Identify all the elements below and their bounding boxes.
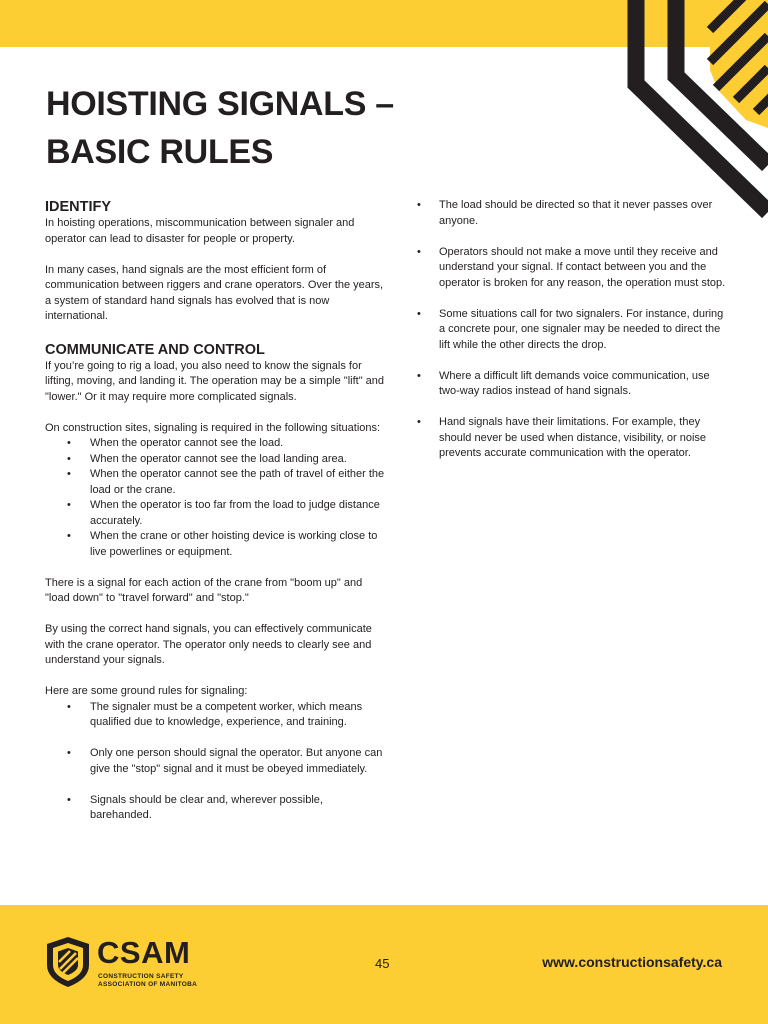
left-column bbox=[45, 198, 385, 839]
situations-list bbox=[45, 436, 385, 560]
logo-name: CSAM bbox=[97, 935, 191, 970]
list-item: • Signals should be clear and, wherever possible, barehanded. bbox=[45, 793, 385, 824]
identify-heading: IDENTIFY bbox=[45, 199, 112, 215]
page-title bbox=[46, 80, 466, 176]
csam-shield-logo-icon bbox=[45, 935, 91, 989]
list-item: • When the crane or other hoisting device is working close to live powerlines or equipment. bbox=[45, 529, 385, 560]
correct-signals-paragraph: By using the correct hand signals, you can effectively communicate with the crane operator. The operator only needs to clearly see and understand your signals. bbox=[45, 623, 372, 666]
list-item: • When the operator cannot see the load landing area. bbox=[45, 452, 385, 468]
situations-intro: On construction sites, signaling is required in the following situations: bbox=[45, 421, 381, 434]
list-item: • Operators should not make a move until they receive and understand your signal. If contact between you and the operator is broken for any reason, the operation must stop. bbox=[416, 245, 731, 292]
communicate-heading: COMMUNICATE AND CONTROL bbox=[45, 341, 265, 358]
list-item: • When the operator is too far from the load to judge distance accurately. bbox=[45, 498, 385, 529]
rules-intro: Here are some ground rules for signaling: bbox=[45, 685, 248, 697]
list-item: • When the operator cannot see the path of travel of either the load or the crane. bbox=[45, 467, 385, 498]
page-number: 45 bbox=[375, 956, 390, 971]
logo-subtitle-line-2: ASSOCIATION OF MANITOBA bbox=[98, 981, 198, 988]
communicate-intro: If you’re going to rig a load, you also need to know the signals for lifting, moving, and landing it. The operation may be a simple "lift" and "lower." Or it may require more complicated signals. bbox=[45, 359, 385, 403]
signal-paragraph: There is a signal for each action of the crane from "boom up" and "load down" to "travel forward" and "stop." bbox=[45, 576, 363, 604]
list-item: • The signaler must be a competent worker, which means qualified due to knowledge, experience, and training. bbox=[45, 700, 385, 731]
logo-subtitle-line-1: CONSTRUCTION SAFETY bbox=[98, 973, 184, 980]
list-item: • Only one person should signal the operator. But anyone can give the "stop" signal and it must be obeyed immediately. bbox=[45, 746, 385, 777]
list-item: • Some situations call for two signalers. For instance, during a concrete pour, one signaler may be needed to direct the lift while the other directs the drop. bbox=[416, 307, 731, 354]
page-title-line-1: HOISTING SIGNALS – bbox=[46, 85, 394, 123]
csam-logo bbox=[45, 935, 210, 993]
identify-paragraph-2: In many cases, hand signals are the most efficient form of communication between riggers and crane operators. Over the years, a system of standard hand signals has evolved that is now international. bbox=[45, 263, 384, 322]
list-item: • The load should be directed so that it never passes over anyone. bbox=[416, 198, 731, 229]
right-rules-list bbox=[416, 198, 731, 462]
list-item: • When the operator cannot see the load. bbox=[45, 436, 385, 452]
right-column bbox=[416, 198, 731, 477]
list-item: • Hand signals have their limitations. For example, they should never be used when distance, visibility, or noise prevents accurate communication with the operator. bbox=[416, 415, 731, 462]
identify-paragraph-1: In hoisting operations, miscommunication between signaler and operator can lead to disaster for people or property. bbox=[45, 217, 355, 245]
website-link[interactable]: www.constructionsafety.ca bbox=[542, 954, 722, 970]
page-title-line-2: BASIC RULES bbox=[46, 133, 274, 171]
ground-rules-list bbox=[45, 700, 385, 824]
logo-subtitle bbox=[98, 973, 213, 989]
list-item: • Where a difficult lift demands voice communication, use two-way radios instead of hand signals. bbox=[416, 369, 731, 400]
